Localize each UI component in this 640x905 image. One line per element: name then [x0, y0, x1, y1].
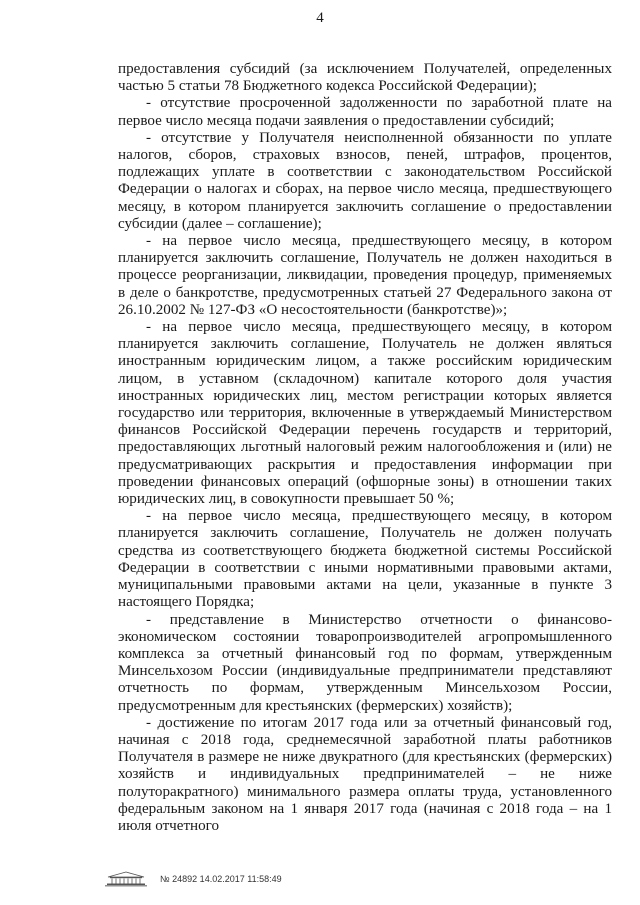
- document-body: [118, 61, 612, 835]
- paragraph-no-tax-debt: - отсутствие у Получателя неисполненной обязанности по уплате налогов, сборов, страховых взносов, пеней, штрафов, процентов, подлежащих уплате в соответствии с законодательством Российской Федерации о налогах и сборах, на первое число месяца, предшествующего месяцу, в котором планируется заключить соглашение о предоставлении субсидии (далее – соглашение);: [118, 129, 612, 232]
- document-footer: [102, 871, 282, 887]
- paragraph-reporting: - представление в Министерство отчетности о финансово-экономическом состоянии товаропроизводителей агропромышленного комплекса за отчетный финансовый год по формам, утвержденным Минсельхозом России (индивидуальные предприниматели представляют отчетность по формам, утвержденным Минсельхозом России, предусмотренным для крестьянских (фермерских) хозяйств);: [118, 611, 612, 714]
- paragraph-continuation: предоставления субсидий (за исключением Получателей, определенных частью 5 статьи 78 Бюджетного кодекса Российской Федерации);: [118, 61, 612, 95]
- government-building-logo-icon: [102, 871, 150, 887]
- paragraph-no-other-budget-funds: - на первое число месяца, предшествующего месяцу, в котором планируется заключить соглашение, Получатель не должен получать средства из соответствующего бюджета бюджетной системы Российской Федерации в соответствии с иными нормативными правовыми актами, муниципальными правовыми актами на цели, указанные в пункте 3 настоящего Порядка;: [118, 508, 612, 611]
- paragraph-no-salary-debt: - отсутствие просроченной задолженности по заработной плате на первое число месяца подачи заявления о предоставлении субсидий;: [118, 95, 612, 129]
- page-number: 4: [316, 10, 324, 26]
- paragraph-salary-level: - достижение по итогам 2017 года или за отчетный финансовый год, начиная с 2018 года, среднемесячной заработной платы работников Получателя в размере не ниже двукратного (для крестьянских (фермерских) хозяйств и индивидуальных предпринимателей – не ниже полуторакратного) минимального размера оплаты труда, установленного федеральным законом на 1 января 2017 года (начиная с 2018 года – на 1 июля отчетного: [118, 714, 612, 834]
- registration-stamp: № 24892 14.02.2017 11:58:49: [160, 874, 282, 884]
- paragraph-no-bankruptcy: - на первое число месяца, предшествующего месяцу, в котором планируется заключить соглашение, Получатель не должен находиться в процессе реорганизации, ликвидации, проведения процедур, применяемых в деле о банкротстве, предусмотренных статьей 27 Федерального закона от 26.10.2002 № 127-ФЗ «О несостоятельности (банкротстве)»;: [118, 233, 612, 318]
- paragraph-not-foreign-entity: - на первое число месяца, предшествующего месяцу, в котором планируется заключить соглашение, Получатель не должен являться иностранным юридическим лицом, а также российским юридическим лицом, в уставном (складочном) капитале которого доля участия иностранных юридических лиц, местом регистрации которых является государство или территория, включенные в утверждаемый Министерством финансов Российской Федерации перечень государств и территорий, предоставляющих льготный налоговый режим налогообложения и (или) не предусматривающих раскрытия и предоставления информации при проведении финансовых операций (офшорные зоны) в отношении таких юридических лиц, в совокупности превышает 50 %;: [118, 319, 612, 508]
